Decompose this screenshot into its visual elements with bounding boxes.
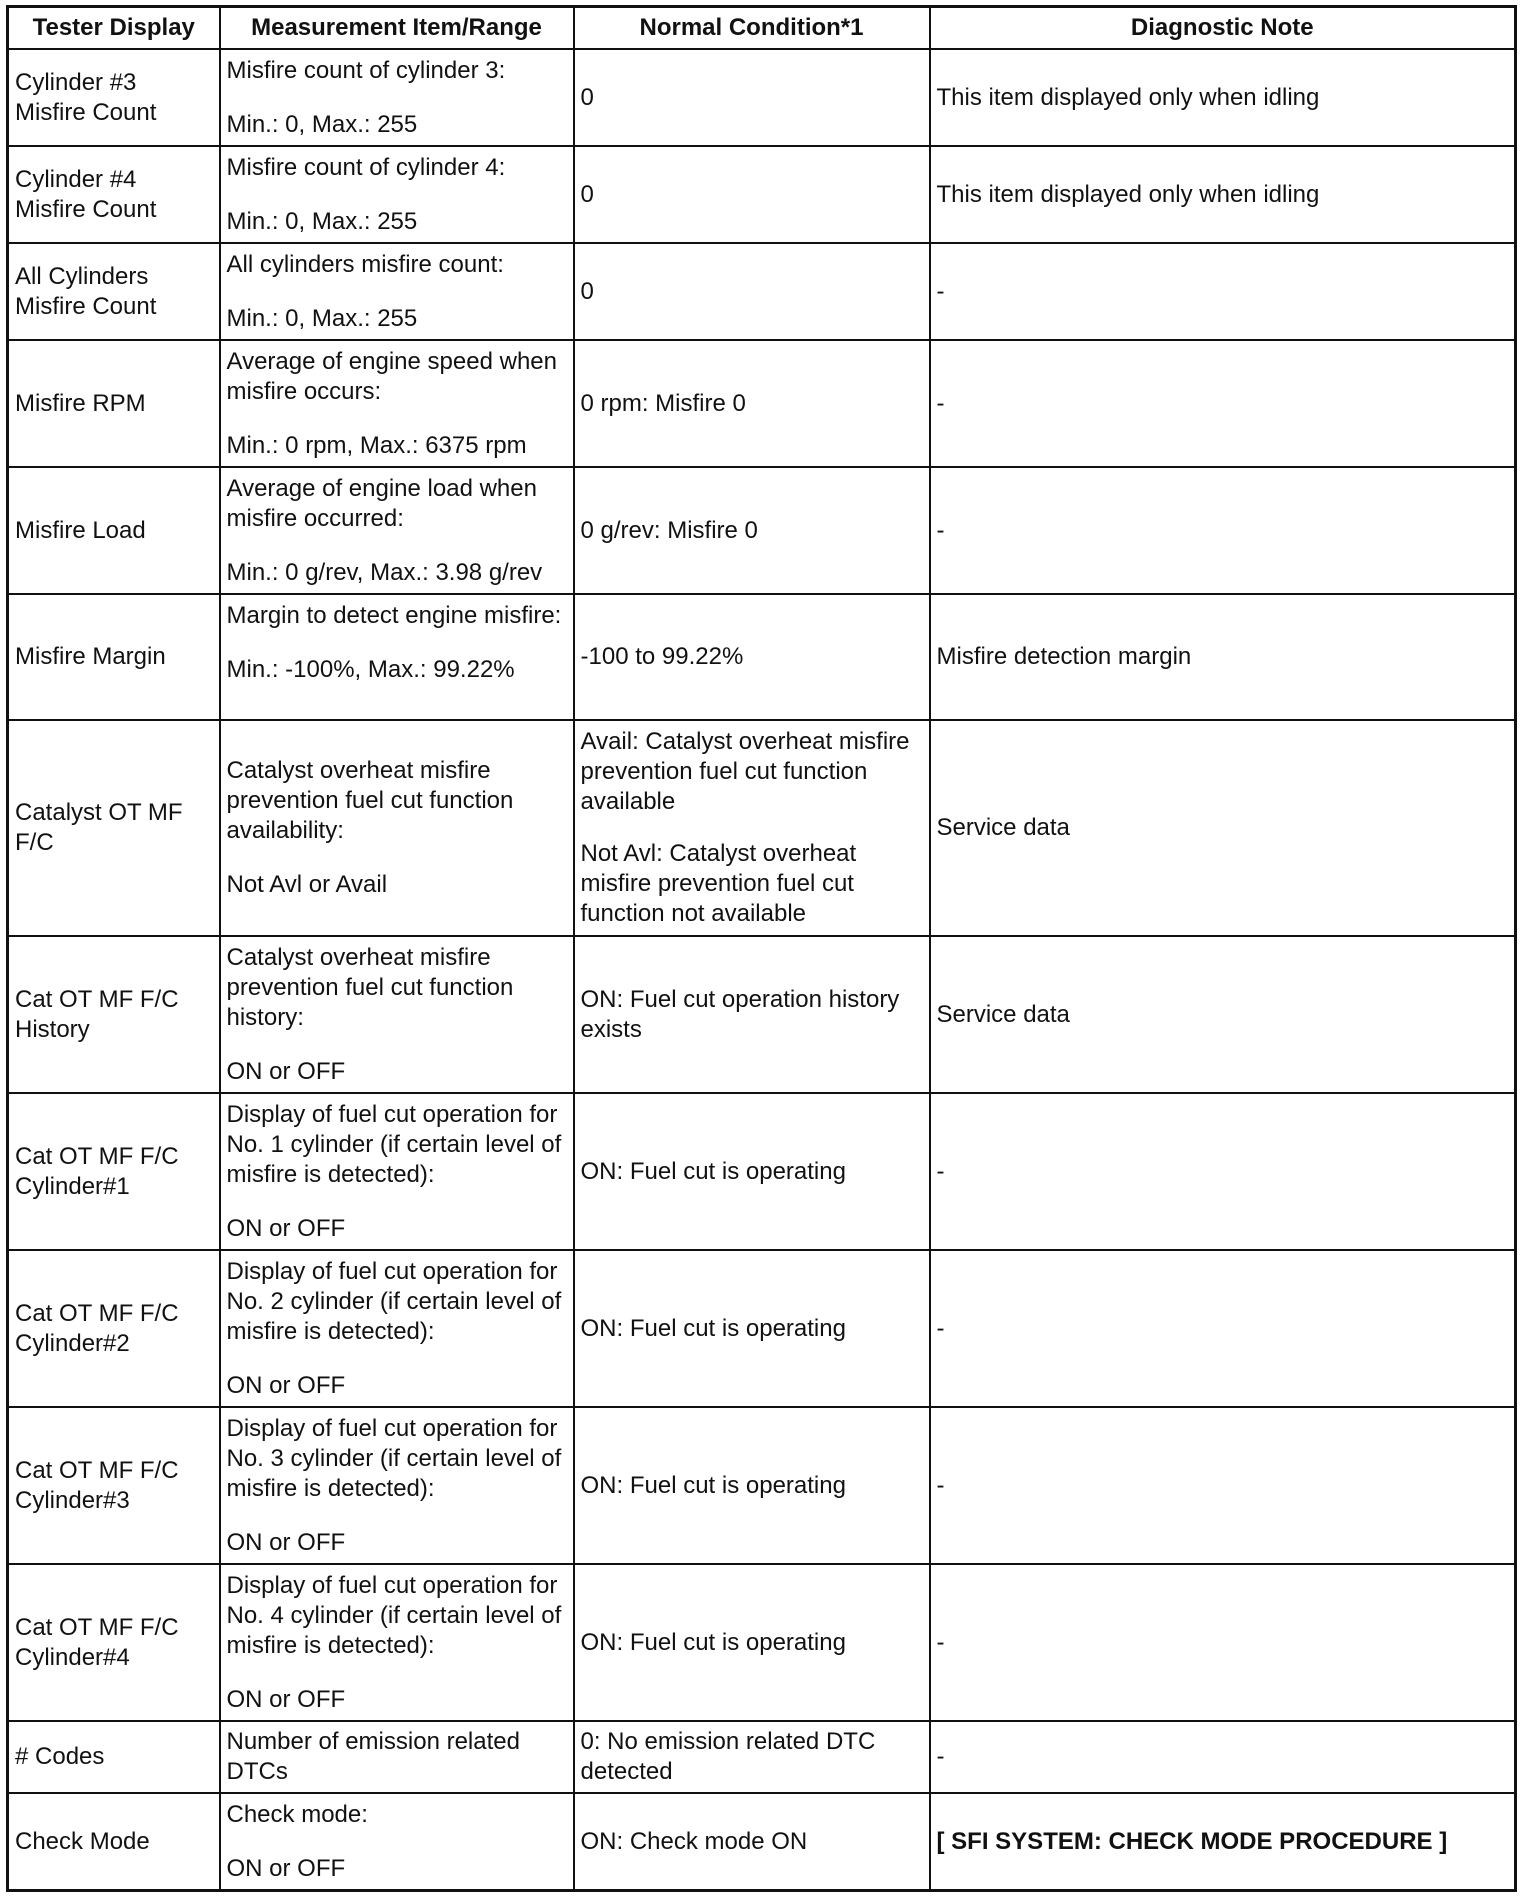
tester-display-text: Cylinder #4: [15, 165, 137, 193]
tester-display-cell: [8, 1250, 220, 1407]
diagnostic-note-cell: Misfire detection margin: [930, 594, 1516, 720]
tester-display-text: # Codes: [15, 1743, 105, 1770]
tester-display-text: Cylinder #3: [15, 68, 137, 96]
normal-condition-text: 0: [580, 180, 594, 208]
normal-condition-cell: [574, 1793, 930, 1891]
diagnostic-note-cell: -: [930, 1093, 1516, 1250]
normal-condition-cell: [574, 146, 930, 243]
measurement-range: ON or OFF: [226, 1058, 346, 1085]
normal-condition-text: 0 rpm: Misfire 0: [580, 389, 746, 417]
measurement-range: Min.: 0, Max.: 255: [226, 111, 418, 138]
tester-display-text: Cylinder#1: [15, 1172, 130, 1200]
measurement-range: Min.: 0, Max.: 255: [226, 208, 418, 235]
measurement-range: Min.: 0 rpm, Max.: 6375 rpm: [226, 432, 527, 459]
normal-condition-text: ON: Fuel cut is operating: [580, 1471, 846, 1499]
table-row: [8, 1093, 1516, 1250]
measurement-cell: [220, 594, 574, 720]
measurement-item: Check mode:: [226, 1801, 368, 1828]
diagnostic-note-cell: -: [930, 1250, 1516, 1407]
normal-condition-text: Avail: Catalyst overheat misfire prevention fuel cut function available: [580, 728, 910, 815]
table-row: [8, 49, 1516, 146]
measurement-item: Display of fuel cut operation for No. 3 cylinder (if certain level of misfire is detected):: [226, 1415, 562, 1502]
tester-display-cell: [8, 1793, 220, 1891]
tester-display-cell: [8, 243, 220, 340]
tester-display-cell: [8, 1407, 220, 1564]
tester-display-text: Cylinder#4: [15, 1643, 130, 1671]
measurement-item: Display of fuel cut operation for No. 2 cylinder (if certain level of misfire is detected):: [226, 1258, 562, 1345]
tester-display-text: Cylinder#3: [15, 1486, 130, 1514]
measurement-item: Misfire count of cylinder 3:: [226, 57, 506, 84]
measurement-item: Display of fuel cut operation for No. 4 cylinder (if certain level of misfire is detected):: [226, 1572, 562, 1659]
measurement-range: ON or OFF: [226, 1855, 346, 1882]
tester-display-text: All Cylinders: [15, 262, 149, 290]
normal-condition-cell: [574, 1250, 930, 1407]
measurement-item: Misfire count of cylinder 4:: [226, 154, 506, 181]
diagnostic-note-cell: -: [930, 243, 1516, 340]
measurement-cell: [220, 243, 574, 340]
normal-condition-cell: [574, 49, 930, 146]
tester-display-text: Misfire Count: [15, 292, 157, 320]
tester-display-cell: [8, 1564, 220, 1721]
tester-display-cell: [8, 1093, 220, 1250]
tester-display-text: Misfire RPM: [15, 389, 146, 417]
normal-condition-cell: [574, 467, 930, 594]
tester-display-text: Cat OT MF F/C: [15, 1456, 179, 1484]
normal-condition-cell: [574, 243, 930, 340]
tester-display-cell: [8, 467, 220, 594]
table-row: [8, 936, 1516, 1093]
header-measurement-item: Measurement Item/Range: [220, 7, 574, 50]
tester-display-cell: [8, 49, 220, 146]
measurement-item: Average of engine speed when misfire occurs:: [226, 348, 557, 405]
normal-condition-cell: [574, 340, 930, 467]
measurement-cell: [220, 1793, 574, 1891]
measurement-cell: [220, 1407, 574, 1564]
measurement-range: Not Avl or Avail: [226, 871, 388, 898]
normal-condition-text: ON: Fuel cut is operating: [580, 1628, 846, 1656]
diagnostic-note-cell: Service data: [930, 720, 1516, 936]
measurement-item: Catalyst overheat misfire prevention fuel cut function history:: [226, 944, 514, 1031]
table-body: [8, 49, 1516, 1891]
measurement-range: ON or OFF: [226, 1686, 346, 1713]
table-row: [8, 340, 1516, 467]
normal-condition-cell: [574, 1407, 930, 1564]
normal-condition-cell: [574, 720, 930, 936]
measurement-range: Min.: 0, Max.: 255: [226, 305, 418, 332]
table-row: [8, 1407, 1516, 1564]
diagnostic-note-cell: -: [930, 1564, 1516, 1721]
normal-condition-cell: [574, 936, 930, 1093]
normal-condition-text: 0 g/rev: Misfire 0: [580, 516, 758, 544]
measurement-item: Display of fuel cut operation for No. 1 cylinder (if certain level of misfire is detected):: [226, 1101, 562, 1188]
table-row: [8, 1564, 1516, 1721]
tester-display-text: Catalyst OT MF F/C: [15, 799, 183, 856]
measurement-range: ON or OFF: [226, 1215, 346, 1242]
header-row: [8, 7, 1516, 50]
tester-display-cell: [8, 594, 220, 720]
measurement-range: Min.: 0 g/rev, Max.: 3.98 g/rev: [226, 559, 543, 586]
tester-display-text: Cylinder#2: [15, 1329, 130, 1357]
tester-display-text: Cat OT MF F/C: [15, 1299, 179, 1327]
measurement-item: Number of emission related DTCs: [226, 1728, 520, 1785]
normal-condition-text: ON: Fuel cut operation history exists: [580, 985, 900, 1043]
table-row: [8, 243, 1516, 340]
measurement-item: Catalyst overheat misfire prevention fuel cut function availability:: [226, 757, 514, 844]
measurement-cell: [220, 1250, 574, 1407]
diagnostic-note-cell: This item displayed only when idling: [930, 49, 1516, 146]
measurement-cell: [220, 146, 574, 243]
measurement-cell: [220, 936, 574, 1093]
measurement-item: Average of engine load when misfire occurred:: [226, 475, 537, 532]
normal-condition-text: ON: Fuel cut is operating: [580, 1157, 846, 1185]
normal-condition-text: Not Avl: Catalyst overheat misfire prevention fuel cut function not available: [580, 840, 857, 927]
table-row: [8, 720, 1516, 936]
diagnostic-note-cell: -: [930, 340, 1516, 467]
measurement-range: ON or OFF: [226, 1372, 346, 1399]
table-row: [8, 594, 1516, 720]
measurement-cell: [220, 1564, 574, 1721]
header-normal-condition: Normal Condition*1: [574, 7, 930, 50]
normal-condition-cell: [574, 1093, 930, 1250]
normal-condition-text: 0: [580, 277, 594, 305]
normal-condition-text: ON: Fuel cut is operating: [580, 1314, 846, 1342]
measurement-cell: [220, 1093, 574, 1250]
table-row: [8, 467, 1516, 594]
table-row: [8, 146, 1516, 243]
check-mode-procedure-link[interactable]: [ SFI SYSTEM: CHECK MODE PROCEDURE ]: [930, 1793, 1516, 1891]
normal-condition-text: ON: Check mode ON: [580, 1827, 808, 1855]
tester-display-cell: [8, 340, 220, 467]
diagnostic-note-cell: -: [930, 1407, 1516, 1564]
table-row: [8, 1250, 1516, 1407]
tester-display-cell: [8, 146, 220, 243]
normal-condition-text: -100 to 99.22%: [580, 643, 744, 670]
normal-condition-cell: [574, 594, 930, 720]
tester-display-text: Check Mode: [15, 1827, 150, 1855]
measurement-item: Margin to detect engine misfire:: [226, 602, 562, 629]
table-row: [8, 1721, 1516, 1793]
tester-display-text: Cat OT MF F/C: [15, 1613, 179, 1641]
measurement-item: All cylinders misfire count:: [226, 251, 504, 278]
diagnostic-note-cell: This item displayed only when idling: [930, 146, 1516, 243]
tester-display-text: Misfire Count: [15, 195, 157, 223]
measurement-cell: [220, 340, 574, 467]
normal-condition-text: 0: No emission related DTC detected: [580, 1728, 876, 1785]
normal-condition-cell: [574, 1721, 930, 1793]
table-row: [8, 1793, 1516, 1891]
tester-display-cell: [8, 936, 220, 1093]
measurement-range: ON or OFF: [226, 1529, 346, 1556]
measurement-cell: [220, 467, 574, 594]
header-diagnostic-note: Diagnostic Note: [930, 7, 1516, 50]
measurement-cell: [220, 720, 574, 936]
measurement-cell: [220, 1721, 574, 1793]
tester-display-text: Misfire Load: [15, 516, 146, 544]
header-tester-display: Tester Display: [8, 7, 220, 50]
tester-display-text: Misfire Margin: [15, 643, 166, 670]
diagnostic-note-cell: -: [930, 1721, 1516, 1793]
normal-condition-text: 0: [580, 83, 594, 111]
data-list-table: [6, 5, 1517, 1892]
measurement-range: Min.: -100%, Max.: 99.22%: [226, 656, 515, 683]
diagnostic-note-cell: -: [930, 467, 1516, 594]
measurement-cell: [220, 49, 574, 146]
normal-condition-cell: [574, 1564, 930, 1721]
tester-display-text: Misfire Count: [15, 98, 157, 126]
tester-display-cell: [8, 1721, 220, 1793]
tester-display-text: Cat OT MF F/C History: [15, 985, 179, 1043]
tester-display-cell: [8, 720, 220, 936]
tester-display-text: Cat OT MF F/C: [15, 1142, 179, 1170]
diagnostic-note-cell: Service data: [930, 936, 1516, 1093]
